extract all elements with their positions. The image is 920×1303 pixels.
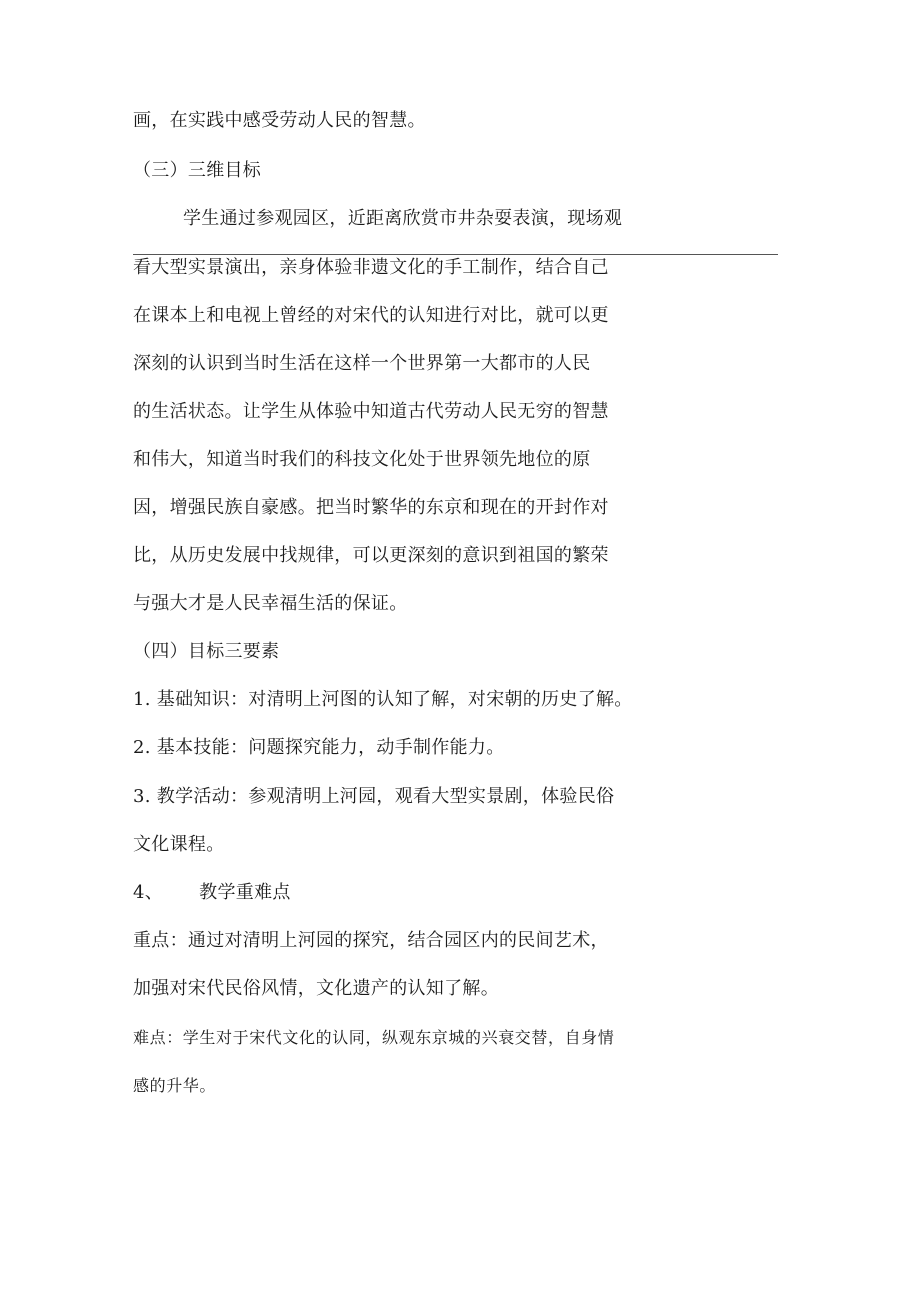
text-line-1: 画，在实践中感受劳动人民的智慧。: [133, 110, 426, 131]
paragraph-line: 与强大才是人民幸福生活的保证。: [133, 593, 408, 614]
key-point-line-cont: 加强对宋代民俗风情，文化遗产的认知了解。: [133, 978, 499, 999]
paragraph-line: 看大型实景演出，亲身体验非遗文化的手工制作，结合自己: [133, 257, 609, 278]
difficult-point-line: 难点：学生对于宋代文化的认同，纵观东京城的兴衰交替，自身情: [133, 1028, 615, 1047]
section-heading-three-dimensional-goals: （三）三维目标: [133, 160, 262, 181]
key-point-line: 重点：通过对清明上河园的探究，结合园区内的民间艺术，: [133, 930, 609, 951]
horizontal-rule: [133, 254, 778, 255]
paragraph-line: 在课本上和电视上曾经的对宋代的认知进行对比，就可以更: [133, 305, 609, 326]
list-item-teaching-activities-cont: 文化课程。: [133, 834, 225, 855]
list-item-basic-skills: 2. 基本技能：问题探究能力，动手制作能力。: [133, 737, 505, 758]
section-heading-key-difficult-points: 4、 教学重难点: [133, 882, 291, 903]
section-heading-goal-elements: （四）目标三要素: [133, 641, 280, 662]
list-item-teaching-activities: 3. 教学活动：参观清明上河园，观看大型实景剧，体验民俗: [133, 786, 615, 807]
paragraph-line: 比，从历史发展中找规律，可以更深刻的意识到祖国的繁荣: [133, 545, 609, 566]
paragraph-line-indented: 学生通过参观园区，近距离欣赏市井杂耍表演，现场观: [183, 208, 623, 229]
paragraph-line: 和伟大，知道当时我们的科技文化处于世界领先地位的原: [133, 449, 591, 470]
difficult-point-line-cont: 感的升华。: [133, 1076, 217, 1095]
paragraph-line: 的生活状态。让学生从体验中知道古代劳动人民无穷的智慧: [133, 401, 609, 422]
list-item-basic-knowledge: 1. 基础知识：对清明上河图的认知了解，对宋朝的历史了解。: [133, 689, 633, 710]
paragraph-line: 因，增强民族自豪感。把当时繁华的东京和现在的开封作对: [133, 497, 609, 518]
paragraph-line: 深刻的认识到当时生活在这样一个世界第一大都市的人民: [133, 353, 591, 374]
